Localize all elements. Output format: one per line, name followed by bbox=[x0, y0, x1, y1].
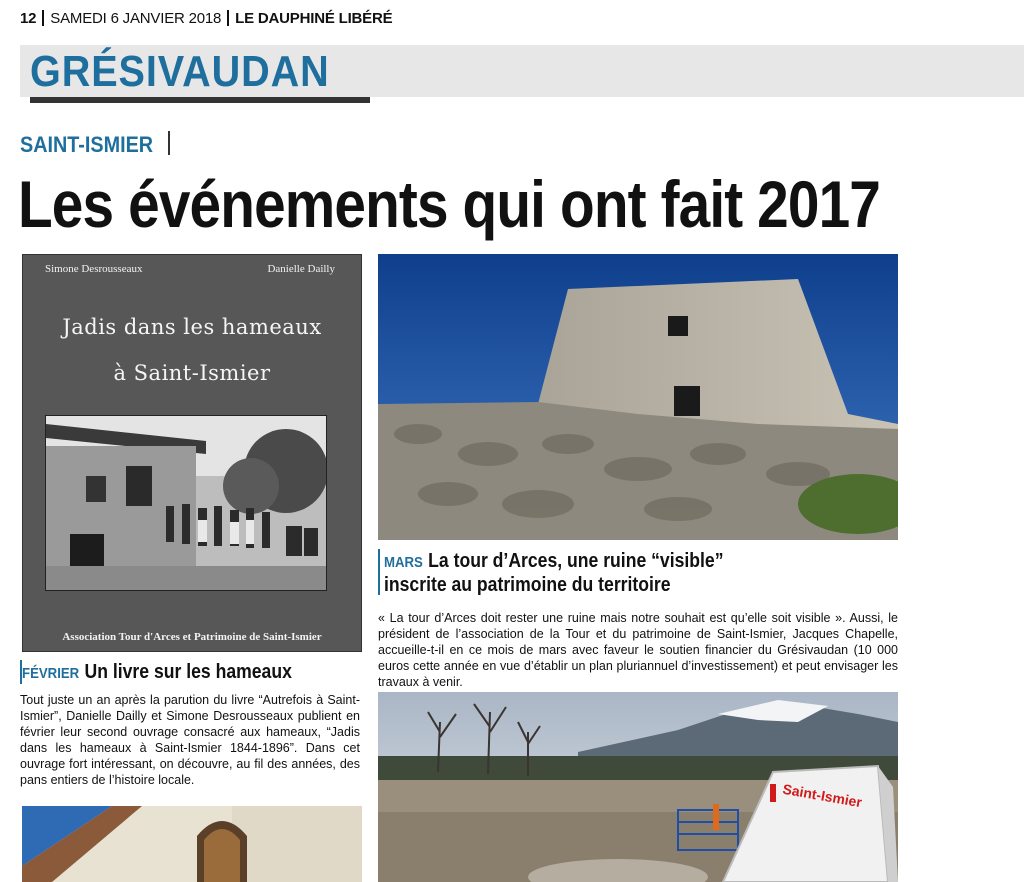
tour-arces-photo bbox=[378, 254, 898, 540]
masthead bbox=[20, 8, 392, 28]
mars-body-text: « La tour d’Arces doit rester une ruine mais notre souhait est qu’elle soit visible ». Aussi, le président de l’association de la Tour et du patrimoine de Saint-Ismier, Jacques Chapelle, accueille-t-il en ce mois de mars avec faveur le soutien financier du Grésivaudan (10 000 euros cette année en vue d’établir un plan pluriannuel d’investissement) et peut envisager les travaux à venir. bbox=[378, 611, 898, 689]
book-author-right: Danielle Dailly bbox=[267, 263, 335, 275]
field-sign-photo bbox=[378, 692, 898, 882]
book-author-left: Simone Desrousseaux bbox=[45, 263, 143, 275]
mars-subhead bbox=[384, 550, 724, 596]
book-title-line1: Jadis dans les hameaux bbox=[62, 315, 322, 339]
book-cover-image bbox=[22, 254, 362, 652]
mars-month-label: MARS bbox=[384, 554, 423, 571]
fevrier-body-text: Tout juste un an après la parution du livre “Autrefois à Saint-Ismier”, Danielle Dailly et Simone Desrousseaux publient en février leur second ouvrage consacré aux hameaux, “Jadis dans les hameaux à Saint-Ismier 1844-1896”. Dans cet ouvrage fort intéressant, on découvre, au fil des années, des pans entiers de l’histoire locale. bbox=[20, 693, 360, 787]
section-underline bbox=[30, 97, 370, 103]
fevrier-month-label: FÉVRIER bbox=[22, 665, 80, 682]
mars-title-line1: La tour d’Arces, une ruine “visible” bbox=[428, 550, 724, 572]
masthead-separator bbox=[227, 10, 229, 26]
issue-date: SAMEDI 6 JANVIER 2018 bbox=[50, 9, 222, 27]
mars-title-line2: inscrite au patrimoine du territoire bbox=[384, 574, 671, 596]
sign-text: Saint-Ismier bbox=[781, 780, 864, 811]
fevrier-title: Un livre sur les hameaux bbox=[84, 661, 292, 683]
newspaper-name: LE DAUPHINÉ LIBÉRÉ bbox=[235, 9, 393, 27]
book-vintage-photo bbox=[45, 415, 327, 591]
kicker-separator bbox=[168, 131, 170, 155]
book-title-line2: à Saint-Ismier bbox=[113, 361, 271, 385]
masthead-separator bbox=[42, 10, 44, 26]
page-number: 12 bbox=[20, 9, 37, 27]
section-name: GRÉSIVAUDAN bbox=[30, 47, 330, 96]
book-publisher: Association Tour d'Arces et Patrimoine de Saint-Ismier bbox=[62, 631, 322, 643]
article-kicker: SAINT-ISMIER bbox=[20, 132, 154, 157]
fevrier-subhead bbox=[22, 661, 292, 685]
article-headline: Les événements qui ont fait 2017 bbox=[18, 167, 881, 241]
building-photo bbox=[22, 806, 362, 882]
mars-accent-bar bbox=[378, 549, 380, 595]
